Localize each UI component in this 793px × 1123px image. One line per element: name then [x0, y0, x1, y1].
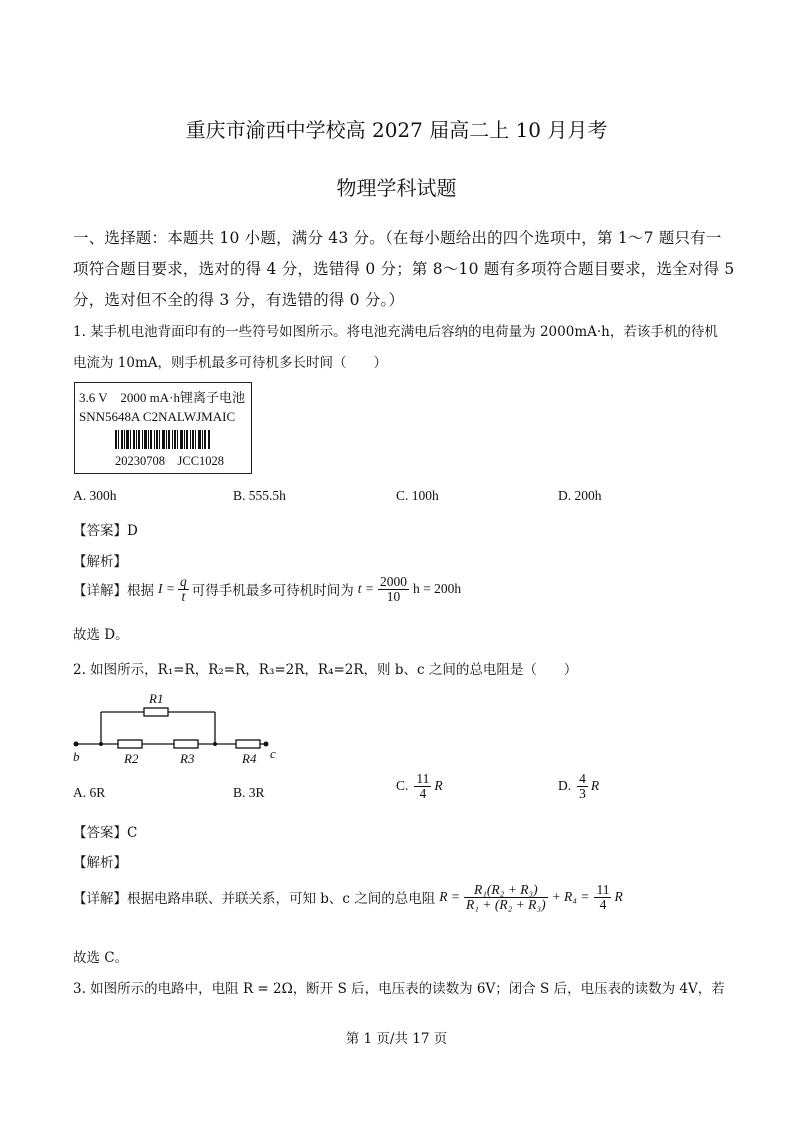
- label-r3: R3: [180, 751, 195, 766]
- label-b: b: [73, 749, 80, 764]
- q1-detail-mid: 可得手机最多可待机时间为: [191, 583, 354, 599]
- q2-option-c: C. $\frac{11}{4}$ R: [396, 771, 443, 801]
- q2-formula-lhs: R =: [439, 889, 461, 904]
- q2-formula-plus: + R₄ =: [551, 889, 590, 904]
- q1-detail: [73, 575, 461, 603]
- q1-option-a: A. 300h: [73, 488, 117, 503]
- q2-option-b: B. 3R: [233, 785, 265, 800]
- q1-formula-t: t =: [357, 581, 374, 596]
- q1-formula-i: I =: [158, 581, 175, 596]
- q2-fraction-parallel: $\frac{\text{R₁(R₂ + R₃)}}{\text{R₁ + (R₂ + R₃)}}$: [466, 882, 546, 912]
- q2-analysis-label: 【解析】: [73, 855, 127, 871]
- label-c: c: [270, 746, 276, 761]
- exam-title: 重庆市渝西中学校高 2027 届高二上 10 月月考: [185, 118, 608, 142]
- q1-option-c: C. 100h: [396, 488, 439, 503]
- q1-option-d: D. 200h: [558, 488, 602, 503]
- q2-answer: 【答案】C: [73, 825, 138, 841]
- q2-option-d: D. $\frac{4}{3}$ R: [558, 771, 600, 801]
- q1-answer: 【答案】D: [73, 523, 138, 539]
- battery-serial: SNN5648A C2NALWJMAIC: [79, 409, 236, 424]
- q2-detail-prefix: 【详解】根据电路串联、并联关系，可知 b、c 之间的总电阻: [73, 891, 436, 907]
- q1-option-b: B. 555.5h: [233, 488, 286, 503]
- q1-fraction-q-over-t: $\frac{q}{t}$: [179, 574, 187, 604]
- q2-stem: 2. 如图所示，R₁=R，R₂=R，R₃=2R，R₄=2R，则 b、c 之间的总电阻是（ ）: [73, 662, 578, 678]
- battery-label-figure: [74, 382, 252, 474]
- battery-date-code: 20230708 JCC1028: [115, 454, 225, 468]
- section-intro-line1: 一、选择题：本题共 10 小题，满分 43 分。（在每小题给出的四个选项中，第 1～7 题只有一: [73, 229, 722, 247]
- label-r1: R1: [149, 691, 164, 706]
- q2-detail: [73, 883, 623, 911]
- battery-spec: 3.6 V 2000 mA·h锂离子电池: [79, 390, 245, 405]
- q1-fraction-2000-over-10: $\frac{2000}{10}$: [379, 574, 407, 604]
- q2-circuit-diagram: [70, 688, 290, 768]
- q1-formula-result: h = 200h: [412, 581, 462, 596]
- exam-subtitle: 物理学科试题: [336, 176, 457, 200]
- barcode-icon: [115, 430, 211, 449]
- label-r4: R4: [242, 751, 257, 766]
- q1-detail-prefix: 【详解】根据: [73, 583, 154, 599]
- label-r2: R2: [124, 751, 139, 766]
- q1-analysis-label: 【解析】: [73, 554, 127, 570]
- q1-conclusion: 故选 D。: [73, 627, 129, 643]
- q2-conclusion: 故选 C。: [73, 950, 129, 966]
- q1-stem-line2: 电流为 10mA，则手机最多可待机多长时间（ ）: [73, 355, 388, 371]
- q1-stem-line1: 1. 某手机电池背面印有的一些符号如图所示。将电池充满电后容纳的电荷量为 2000mA·h，若该手机的待机: [73, 324, 718, 340]
- q3-stem: 3. 如图所示的电路中，电阻 R = 2Ω，断开 S 后，电压表的读数为 6V；闭合 S 后，电压表的读数为 4V，若: [73, 981, 725, 997]
- page-footer: 第 1 页/共 17 页: [345, 1031, 448, 1047]
- section-intro-line3: 分，选对但不全的得 3 分，有选错的得 0 分。）: [73, 291, 405, 309]
- q2-formula-r: R: [614, 889, 623, 904]
- q2-option-a: A. 6R: [73, 785, 106, 800]
- section-intro-line2: 项符合题目要求，选对的得 4 分，选错得 0 分；第 8～10 题有多项符合题目要求，选全对得 5: [73, 260, 735, 278]
- q2-fraction-result: $\frac{11}{4}$: [596, 882, 610, 912]
